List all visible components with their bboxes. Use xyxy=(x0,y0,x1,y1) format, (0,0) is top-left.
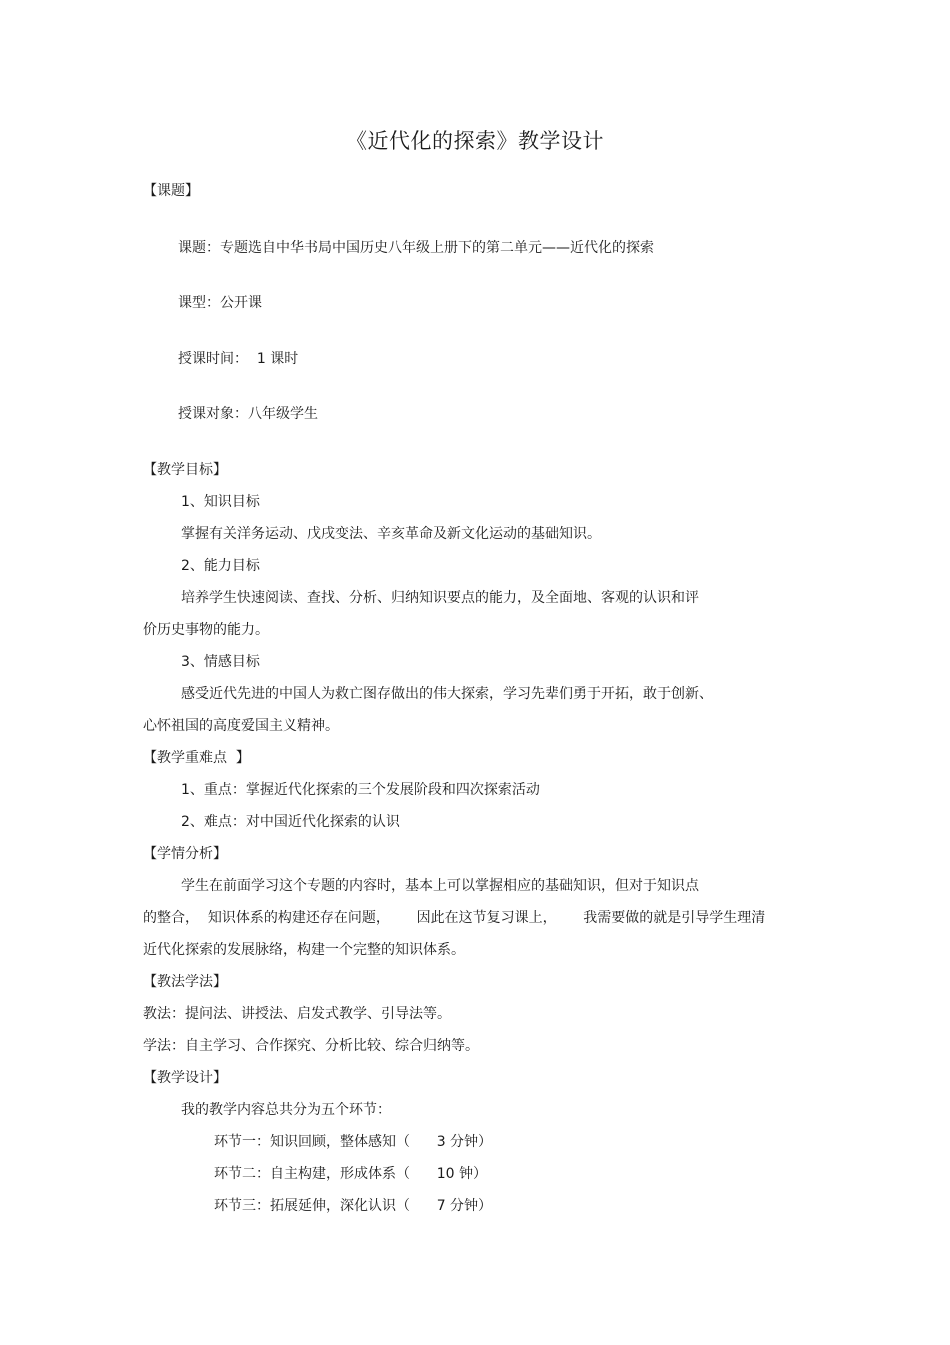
document-title: 《近代化的探索》教学设计 xyxy=(346,129,604,153)
analysis-text: 学生在前面学习这个专题的内容时，基本上可以掌握相应的基础知识，但对于知识点 xyxy=(181,878,699,894)
audience-line: 授课对象：八年级学生 xyxy=(178,406,318,422)
design-step-2: 环节二：自主构建，形成体系（ 10 钟） xyxy=(214,1166,487,1182)
lesson-type-line: 课型：公开课 xyxy=(178,295,262,311)
teaching-method-line: 教法：提问法、讲授法、启发式教学、引导法等。 xyxy=(143,1006,451,1022)
objective-knowledge-heading: 1、知识目标 xyxy=(181,494,260,510)
objective-emotion-text: 感受近代先进的中国人为救亡图存做出的伟大探索，学习先辈们勇于开拓，敢于创新、 xyxy=(181,686,713,702)
section-heading-design: 【教学设计】 xyxy=(143,1070,227,1086)
topic-line: 课题：专题选自中华书局中国历史八年级上册下的第二单元——近代化的探索 xyxy=(178,240,654,256)
section-heading-topic: 【课题】 xyxy=(143,183,199,199)
learning-method-line: 学法：自主学习、合作探究、分析比较、综合归纳等。 xyxy=(143,1038,479,1054)
design-intro-line: 我的教学内容总共分为五个环节： xyxy=(181,1102,391,1118)
difficult-point-line: 2、难点：对中国近代化探索的认识 xyxy=(181,814,400,830)
section-heading-analysis: 【学情分析】 xyxy=(143,846,227,862)
lesson-duration-line: 授课时间： 1 课时 xyxy=(178,351,299,367)
objective-emotion-heading: 3、情感目标 xyxy=(181,654,260,670)
design-step-3: 环节三：拓展延伸，深化认识（ 7 分钟） xyxy=(214,1198,493,1214)
section-heading-key-points: 【教学重难点 】 xyxy=(143,750,250,766)
objective-ability-heading: 2、能力目标 xyxy=(181,558,260,574)
section-heading-objectives: 【教学目标】 xyxy=(143,462,227,478)
key-point-line: 1、重点：掌握近代化探索的三个发展阶段和四次探索活动 xyxy=(181,782,540,798)
analysis-text-cont-2: 近代化探索的发展脉络，构建一个完整的知识体系。 xyxy=(143,942,465,958)
analysis-text-cont-1: 的整合， 知识体系的构建还存在问题， 因此在这节复习课上， 我需要做的就是引导学生理清 xyxy=(143,910,766,926)
objective-ability-text: 培养学生快速阅读、查找、分析、归纳知识要点的能力，及全面地、客观的认识和评 xyxy=(181,590,699,606)
objective-emotion-text-cont: 心怀祖国的高度爱国主义精神。 xyxy=(143,718,339,734)
design-step-1: 环节一：知识回顾，整体感知（ 3 分钟） xyxy=(214,1134,493,1150)
objective-knowledge-text: 掌握有关洋务运动、戊戌变法、辛亥革命及新文化运动的基础知识。 xyxy=(181,526,601,542)
objective-ability-text-cont: 价历史事物的能力。 xyxy=(143,622,269,638)
section-heading-methods: 【教法学法】 xyxy=(143,974,227,990)
